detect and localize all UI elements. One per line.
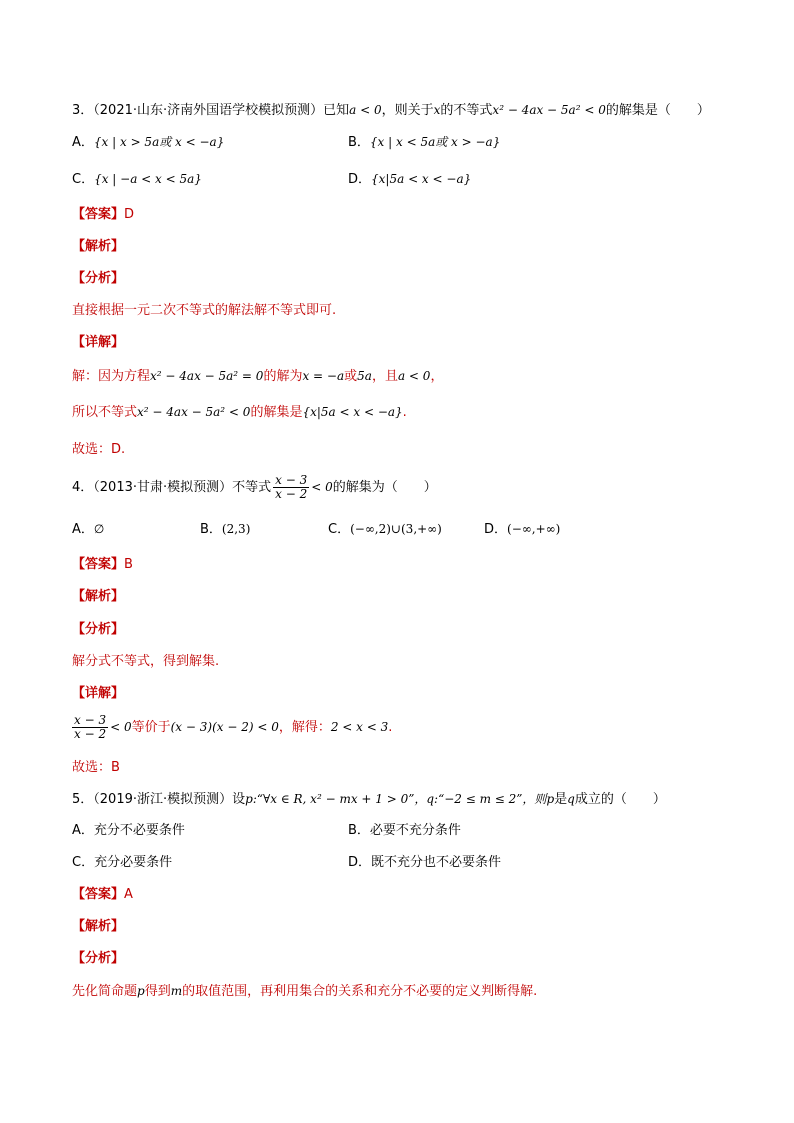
q5-jiexi-tag: 【解析】 xyxy=(72,919,125,934)
q4-fenxi: 解分式不等式，得到解集. xyxy=(72,654,220,669)
q4-jiexi-tag: 【解析】 xyxy=(72,589,125,604)
q3-mid: ，则关于 xyxy=(381,103,434,118)
q3-option-d-label: D． xyxy=(348,172,372,187)
q3-detail2-eq: x² − 4ax − 5a² < 0 xyxy=(137,405,251,419)
q5-option-d: D．既不充分也不必要条件 xyxy=(348,855,502,870)
q3-detail2-set: {x|5a < x < −a} xyxy=(302,405,403,419)
q5-fenxi-p: p xyxy=(137,984,145,998)
q5-is: 是 xyxy=(554,792,568,807)
q4-detail-eq: (x − 3)(x − 2) < 0 xyxy=(170,720,279,734)
q3-detail1-b: 的解为 xyxy=(263,369,303,384)
q3-detail2-a: 所以不等式 xyxy=(72,405,138,420)
q3-option-c-value: {x | −a < x < 5a} xyxy=(94,172,202,186)
q4-stem xyxy=(72,472,437,503)
q3-option-b-label: B． xyxy=(348,135,370,150)
q3-option-c xyxy=(72,169,202,190)
q4-option-d xyxy=(484,519,560,540)
q3-option-b xyxy=(348,132,500,153)
q4-option-b-label: B． xyxy=(200,522,222,537)
q4-detail-c: . xyxy=(388,720,393,735)
q3-answer xyxy=(72,205,134,225)
q5-fenxi-m: m xyxy=(170,984,183,998)
q4-detail-frac-den: x − 2 xyxy=(74,727,107,741)
q4-frac-den: x − 2 xyxy=(275,487,308,501)
q5-answer-value: A xyxy=(124,887,133,902)
q4-option-d-label: D． xyxy=(484,522,508,537)
q3-detail1-d: ，且 xyxy=(371,369,398,384)
q4-xiangjie-tag: 【详解】 xyxy=(72,686,125,701)
q3-detail1-a: 解：因为方程 xyxy=(72,369,151,384)
q5-fenxi-tag: 【分析】 xyxy=(72,951,125,966)
q4-detail-b: ，解得： xyxy=(278,720,331,735)
q5-p2: p xyxy=(546,792,555,806)
q3-option-a-value: {x | x > 5a或 x < −a} xyxy=(93,135,225,149)
q5-q: q xyxy=(426,792,435,806)
q3-xiangjie-tag: 【详解】 xyxy=(72,335,125,350)
q5-option-b: B．必要不充分条件 xyxy=(348,823,461,838)
q4-detail-lt: < 0 xyxy=(110,720,132,734)
q3-inequality: x² − 4ax − 5a² < 0 xyxy=(492,103,606,117)
q4-option-c-label: C． xyxy=(328,522,351,537)
q5-fenxi-a: 先化简命题 xyxy=(72,984,138,999)
q4-choose: 故选：B xyxy=(72,760,120,775)
q3-detail1-eq: x² − 4ax − 5a² = 0 xyxy=(150,369,264,383)
q3-option-a xyxy=(72,132,224,153)
q5-option-c: C．充分必要条件 xyxy=(72,855,173,870)
q3-jiexi-tag: 【解析】 xyxy=(72,239,125,254)
q3-detail1-c: 或 xyxy=(344,369,358,384)
q3-detail2-c: . xyxy=(402,405,407,420)
q5-p-stmt: :“∀x ∈ R, x² − mx + 1 > 0”， xyxy=(252,792,427,806)
q4-answer-tag: 【答案】 xyxy=(72,557,125,572)
q3-choose: 故选：D. xyxy=(72,442,126,457)
q3-detail1-sol: x = −a xyxy=(302,369,345,383)
q3-mid2: 的不等式 xyxy=(440,103,493,118)
q4-fraction xyxy=(273,474,309,501)
q5-q2: q xyxy=(567,792,575,806)
q3-fenxi: 直接根据一元二次不等式的解法解不等式即可. xyxy=(72,303,337,318)
q5-fenxi xyxy=(72,981,537,1002)
q4-option-c xyxy=(328,519,442,540)
q4-detail xyxy=(72,712,392,743)
q5-fenxi-c: 的取值范围，再利用集合的关系和充分不必要的定义判断得解. xyxy=(182,984,538,999)
q5-fenxi-b: 得到 xyxy=(144,984,171,999)
q4-tail: 的解集为（ ） xyxy=(332,480,437,495)
q5-answer xyxy=(72,885,133,905)
q3-var: x xyxy=(433,103,441,117)
q4-option-b-value: (2,3) xyxy=(221,522,251,536)
q3-detail1-sol2: 5a xyxy=(357,369,372,383)
q5-tail: 成立的（ ） xyxy=(574,792,666,807)
q5-source: 5．（2019·浙江·模拟预测）设 xyxy=(72,792,246,807)
q4-option-a-value: ∅ xyxy=(93,522,105,536)
q4-detail-frac-num: x − 3 xyxy=(74,713,107,727)
q3-option-d-value: {x|5a < x < −a} xyxy=(371,172,472,186)
q4-answer xyxy=(72,555,133,575)
q4-detail-a: 等价于 xyxy=(131,720,171,735)
q3-answer-tag: 【答案】 xyxy=(72,207,125,222)
q4-option-c-value: (−∞,2)∪(3,+∞) xyxy=(350,522,442,536)
q3-detail-line2 xyxy=(72,402,407,423)
q3-source: 3．（2021·山东·济南外国语学校模拟预测）已知 xyxy=(72,103,350,118)
q4-option-b xyxy=(200,519,250,540)
q3-stem xyxy=(72,100,710,121)
q3-tail: 的解集是（ ） xyxy=(605,103,710,118)
q5-answer-tag: 【答案】 xyxy=(72,887,125,902)
q4-source: 4．（2013·甘肃·模拟预测）不等式 xyxy=(72,480,272,495)
q3-detail1-e: ， xyxy=(430,369,444,384)
q4-option-d-value: (−∞,+∞) xyxy=(507,522,561,536)
q4-detail-fraction xyxy=(72,714,108,741)
q3-option-d xyxy=(348,169,471,190)
q3-fenxi-tag: 【分析】 xyxy=(72,271,125,286)
q5-stem xyxy=(72,789,666,810)
q3-detail1-cond: a < 0 xyxy=(397,369,431,383)
q4-option-a-label: A． xyxy=(72,522,94,537)
q4-fenxi-tag: 【分析】 xyxy=(72,622,125,637)
q5-p: p xyxy=(245,792,253,806)
q5-option-a: A．充分不必要条件 xyxy=(72,823,185,838)
q3-option-c-label: C． xyxy=(72,172,95,187)
q3-answer-value: D xyxy=(124,207,135,222)
q4-detail-sol: 2 < x < 3 xyxy=(330,720,389,734)
q4-frac-num: x − 3 xyxy=(275,473,308,487)
q4-answer-value: B xyxy=(124,557,133,572)
q4-option-a xyxy=(72,519,104,540)
q3-detail-line1 xyxy=(72,366,443,387)
q3-option-b-value: {x | x < 5a或 x > −a} xyxy=(369,135,501,149)
q3-condition: a < 0 xyxy=(349,103,382,117)
q5-q-stmt: :“−2 ≤ m ≤ 2”，则 xyxy=(434,792,547,806)
q4-lt0: < 0 xyxy=(311,480,333,494)
q3-detail2-b: 的解集是 xyxy=(250,405,303,420)
q3-option-a-label: A． xyxy=(72,135,94,150)
